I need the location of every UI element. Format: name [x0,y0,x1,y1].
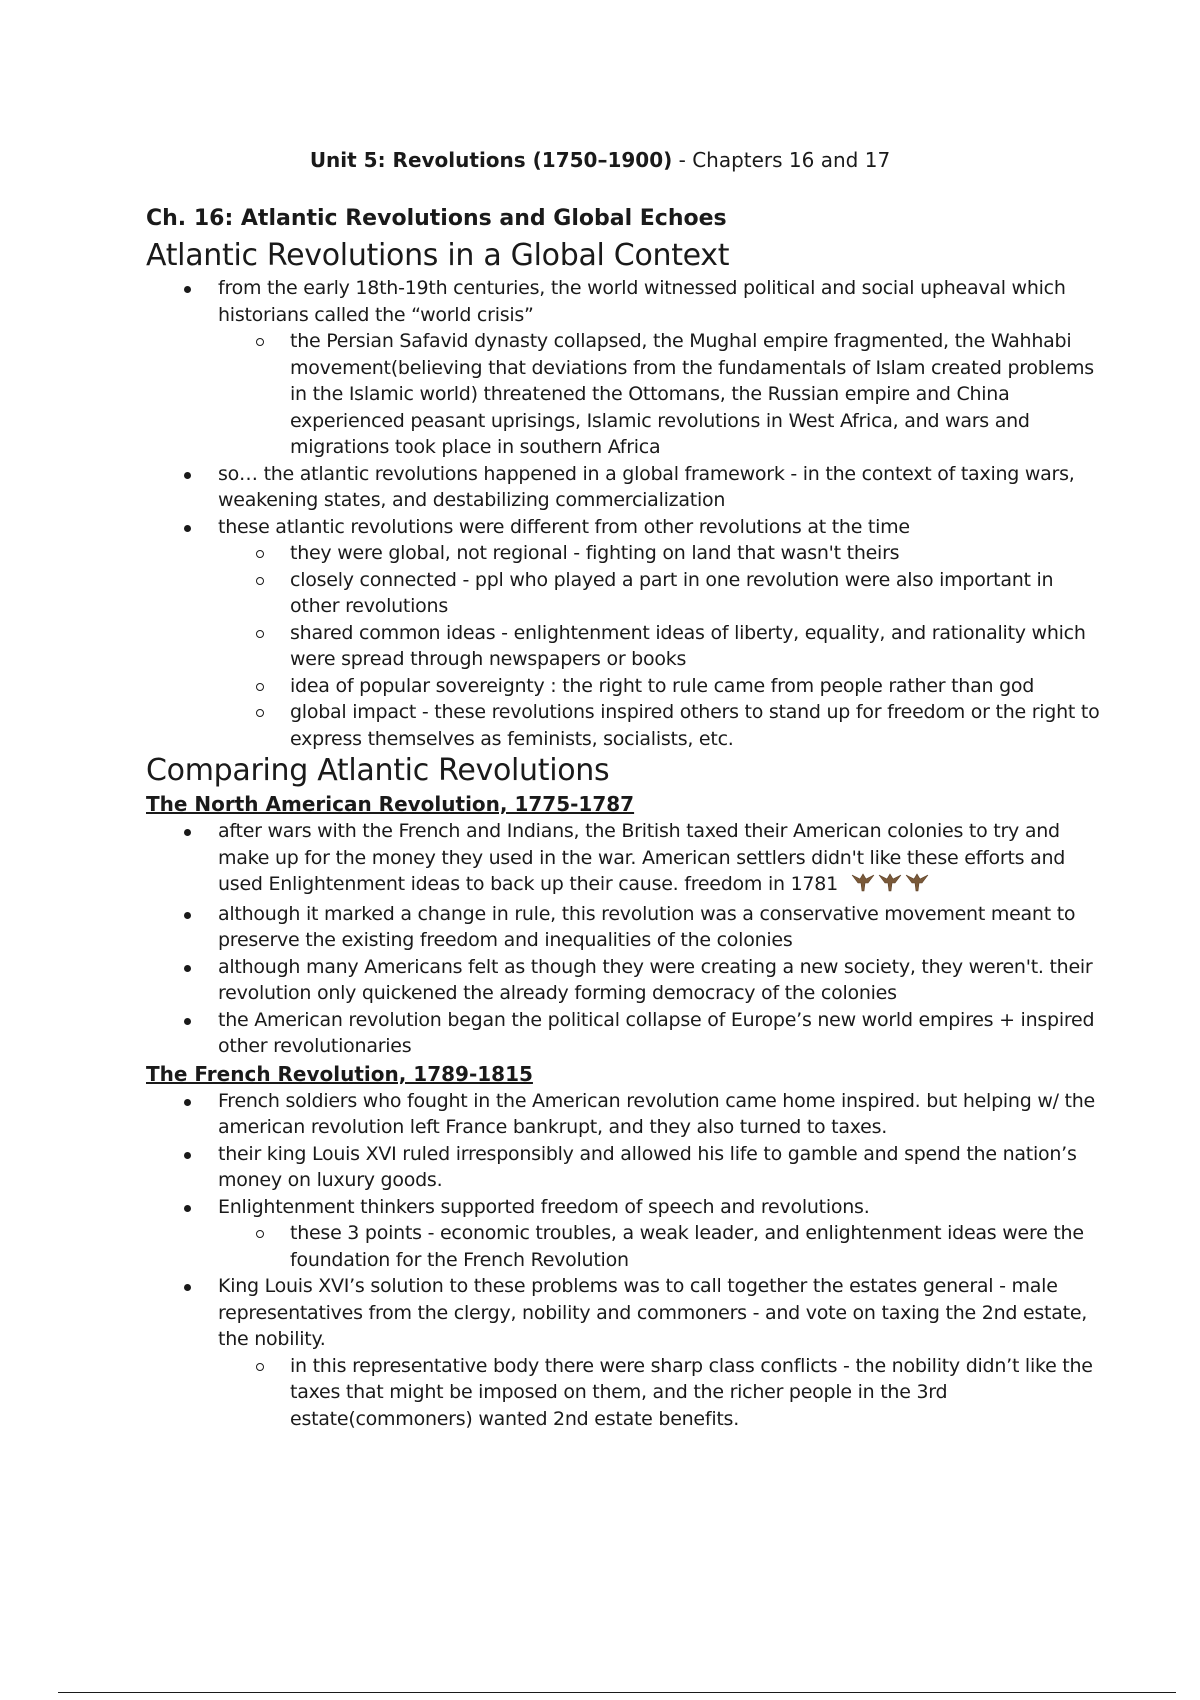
circle-bullet-icon [256,709,264,717]
list-item-text: the American revolution began the political collapse of Europe’s new world empires + inspired other revolutionaries [218,1008,1095,1057]
list-item-text: although it marked a change in rule, this revolution was a conservative movement meant to preserve the existing freedom and inequalities of the colonies [218,902,1076,951]
sub-list [146,1353,1106,1433]
list-item [146,461,1106,514]
list-item [146,1273,1106,1432]
circle-bullet-icon [256,1230,264,1238]
list-item-text: these atlantic revolutions were different from other revolutions at the time [218,515,910,538]
sub-list-item [218,620,1106,673]
bullet-icon [184,912,191,919]
list-item-text: so… the atlantic revolutions happened in a global framework - in the context of taxing wars, weakening states, and destabilizing commercialization [218,462,1075,511]
sub-list-item-text: these 3 points - economic troubles, a weak leader, and enlightenment ideas were the foundation for the French Revolution [290,1222,1084,1271]
bullet-icon [184,286,191,293]
sub-list-item [218,540,1106,567]
sub-list [146,1220,1106,1273]
section-title-global-context: Atlantic Revolutions in a Global Context [146,238,730,273]
list-item [146,514,1106,753]
list-item [146,1194,1106,1274]
list-item-text: their king Louis XVI ruled irresponsibly and allowed his life to gamble and spend the nation’s money on luxury goods. [218,1142,1077,1191]
sub-list-item-text: in this representative body there were sharp class conflicts - the nobility didn’t like the taxes that might be imposed on them, and the richer people in the 3rd estate(commoners) wanted 2nd estate benefits. [290,1354,1093,1430]
chapter-title: Ch. 16: Atlantic Revolutions and Global Echoes [146,206,727,231]
list-item-text: from the early 18th-19th centuries, the world witnessed political and social upheaval which historians called the “world crisis” [218,277,1066,326]
french-list [146,1088,1106,1433]
sub-list-item [218,699,1106,752]
circle-bullet-icon [256,550,264,558]
north-american-list [146,818,1106,1060]
list-item [146,818,1106,901]
list-item-text: after wars with the French and Indians, the British taxed their American colonies to try and make up for the money they used in the war. American settlers didn't like these efforts and used Enlightenment ideas to back up their cause. freedom in 1781 [218,820,1066,895]
list-item [146,901,1106,954]
circle-bullet-icon [256,338,264,346]
unit-title: Unit 5: Revolutions (1750–1900) [309,148,673,172]
sub-list-item [218,328,1106,461]
list-item-text: King Louis XVI’s solution to these problems was to call together the estates general - male representatives from the clergy, nobility and commoners - and vote on taxing the 2nd estate, the nobility. [218,1275,1088,1350]
list-item-text: French soldiers who fought in the American revolution came home inspired. but helping w/ the american revolution left France bankrupt, and they also turned to taxes. [218,1089,1095,1138]
sub-list-item-text: they were global, not regional - fighting on land that wasn't theirs [290,542,900,564]
sub-list-item-text: shared common ideas - enlightenment ideas of liberty, equality, and rationality which were spread through newspapers or books [290,621,1086,670]
list-item [146,1088,1106,1141]
list-item-text: although many Americans felt as though they were creating a new society, they weren't. their revolution only quickened the already forming democracy of the colonies [218,955,1093,1004]
list-item [146,954,1106,1007]
eagle-icons [850,871,932,901]
bullet-icon [184,1284,191,1291]
circle-bullet-icon [256,577,264,585]
bullet-icon [184,1205,191,1212]
sub-list-item-text: idea of popular sovereignty : the right to rule came from people rather than god [290,674,1035,697]
unit-header [0,146,1200,174]
sub-list [146,328,1106,461]
sub-list-item-text: global impact - these revolutions inspired others to stand up for freedom or the right to express themselves as feminists, socialists, etc. [290,701,1100,750]
bullet-icon [184,965,191,972]
unit-subtitle: - Chapters 16 and 17 [672,148,891,172]
circle-bullet-icon [256,1363,264,1371]
sub-list-item [218,567,1106,620]
footer-rule [58,1692,1176,1693]
notes-content [146,203,1106,1432]
sub-list-item [218,1220,1106,1273]
bullet-icon [184,525,191,532]
bullet-icon [184,1099,191,1106]
list-item [146,1141,1106,1194]
bullet-icon [184,829,191,836]
circle-bullet-icon [256,630,264,638]
sub-list-item [218,1353,1106,1433]
subsection-title-north-american: The North American Revolution, 1775-1787 [146,792,635,816]
list-item-text: Enlightenment thinkers supported freedom of speech and revolutions. [218,1195,870,1218]
bullet-icon [184,472,191,479]
circle-bullet-icon [256,683,264,691]
bullet-icon [184,1018,191,1025]
subsection-title-french: The French Revolution, 1789-1815 [146,1061,533,1086]
sub-list-item [218,673,1106,700]
list-item [146,275,1106,461]
sub-list [146,540,1106,752]
list-item [146,1007,1106,1060]
global-context-list [146,275,1106,752]
sub-list-item-text: closely connected - ppl who played a part in one revolution were also important in other revolutions [290,568,1054,617]
sub-list-item-text: the Persian Safavid dynasty collapsed, the Mughal empire fragmented, the Wahhabi movement(believing that deviations from the fundamentals of Islam created problems in the Islamic world) threatened the Ottomans, the Russian empire and China experienced peasant uprisings, Islamic revolutions in West Africa, and wars and migrations took place in southern Africa [290,330,1094,458]
section-title-comparing: Comparing Atlantic Revolutions [146,753,610,788]
bullet-icon [184,1152,191,1159]
